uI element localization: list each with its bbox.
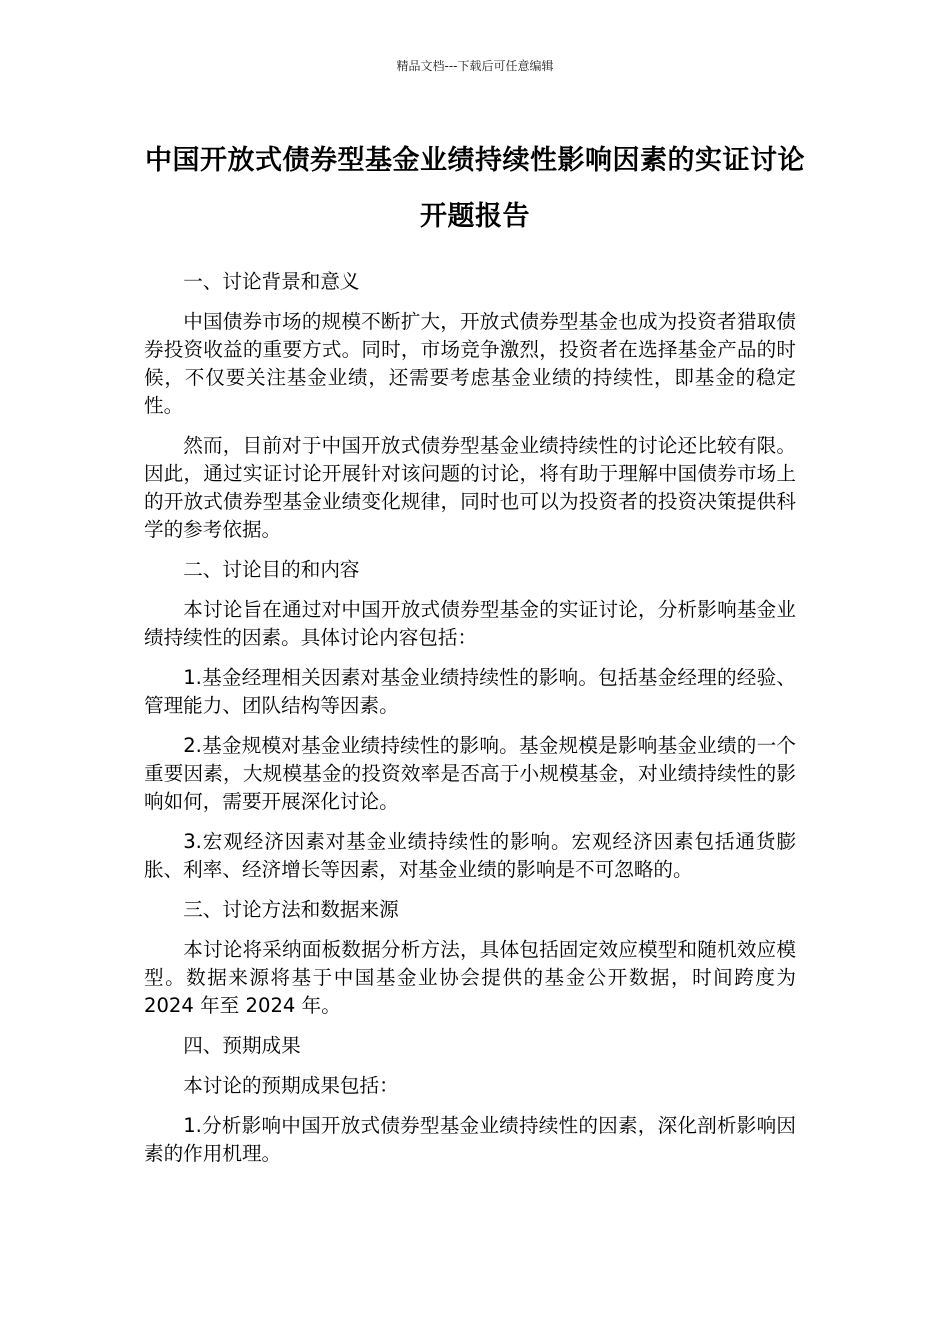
list-item-manager-factors: 1.基金经理相关因素对基金业绩持续性的影响。包括基金经理的经验、管理能力、团队结构等因素。 <box>144 666 796 717</box>
list-item-fund-size: 2.基金规模对基金业绩持续性的影响。基金规模是影响基金业绩的一个重要因素，大规模基金的投资效率是否高于小规模基金，对业绩持续性的影响如何，需要开展深化讨论。 <box>144 734 796 813</box>
paragraph-background-2: 然而，目前对于中国开放式债券型基金业绩持续性的讨论还比较有限。因此，通过实证讨论开展针对该问题的讨论，将有助于理解中国债券市场上的开放式债券型基金业绩变化规律，同时也可以为投资者的投资决策提供科学的参考依据。 <box>144 434 796 541</box>
document-body <box>144 268 796 1180</box>
paragraph-outcomes-intro: 本讨论的预期成果包括： <box>183 1074 399 1097</box>
paragraph-method: 本讨论将采纳面板数据分析方法，具体包括固定效应模型和随机效应模型。数据来源将基于中国基金业协会提供的基金公开数据，时间跨度为 2024 年至 2024 年。 <box>144 938 796 1017</box>
list-item-outcome-1: 1.分析影响中国开放式债券型基金业绩持续性的因素，深化剖析影响因素的作用机理。 <box>144 1114 796 1165</box>
section-heading-outcomes: 四、预期成果 <box>183 1034 301 1057</box>
section-heading-purpose: 二、讨论目的和内容 <box>183 558 360 581</box>
list-item-macro-factors: 3.宏观经济因素对基金业绩持续性的影响。宏观经济因素包括通货膨胀、利率、经济增长等因素，对基金业绩的影响是不可忽略的。 <box>144 830 796 881</box>
header-note: 精品文档---下载后可任意编辑 <box>396 59 554 73</box>
paragraph-purpose-intro: 本讨论旨在通过对中国开放式债券型基金的实证讨论，分析影响基金业绩持续性的因素。具体讨论内容包括： <box>144 598 796 649</box>
section-heading-background: 一、讨论背景和意义 <box>183 270 360 293</box>
section-heading-method: 三、讨论方法和数据来源 <box>183 898 399 921</box>
paragraph-background-1: 中国债券市场的规模不断扩大，开放式债券型基金也成为投资者猎取债券投资收益的重要方式。同时，市场竞争激烈，投资者在选择基金产品的时候，不仅要关注基金业绩，还需要考虑基金业绩的持续性，即基金的稳定性。 <box>144 310 796 417</box>
document-title: 中国开放式债券型基金业绩持续性影响因素的实证讨论开题报告 <box>145 145 805 232</box>
